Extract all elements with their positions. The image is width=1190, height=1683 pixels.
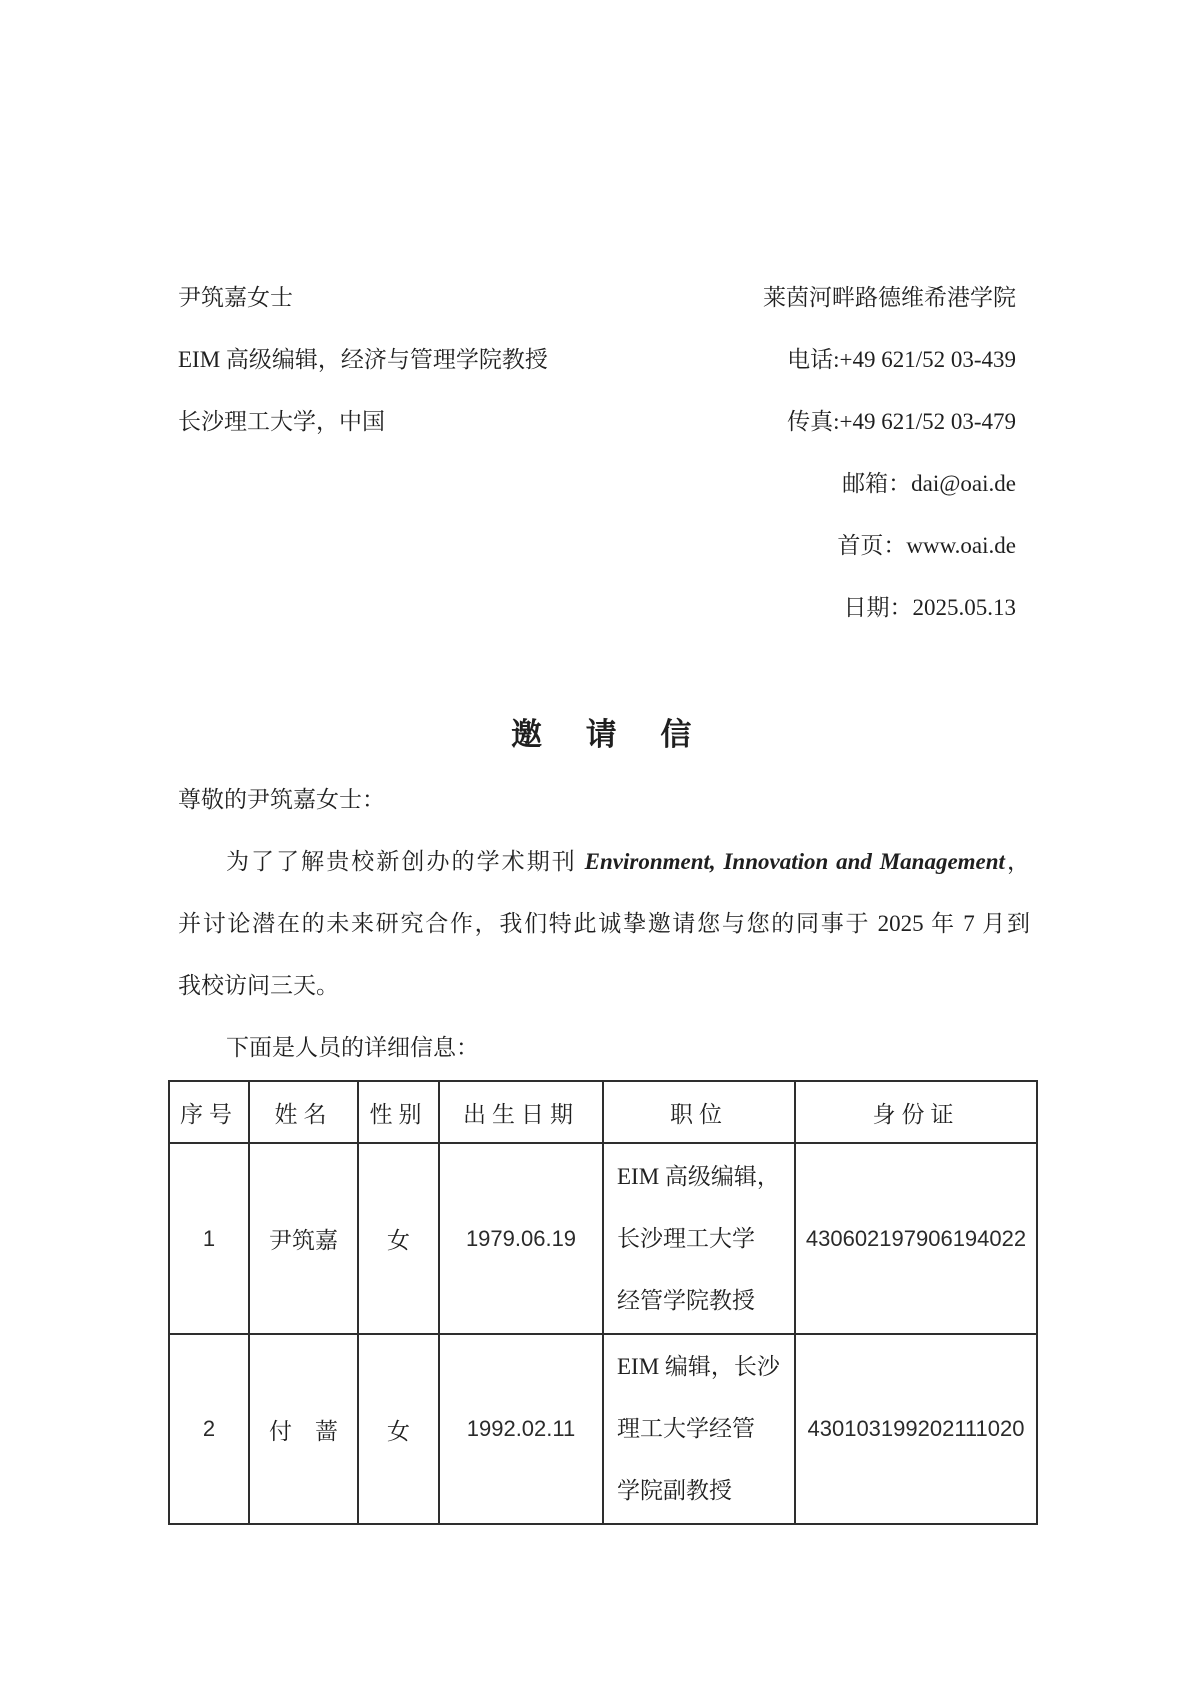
cell-id: 430103199202111020 [795,1334,1037,1524]
letterhead-email: 邮箱：dai@oai.de [842,471,1016,496]
position-line: EIM 高级编辑， [617,1163,780,1189]
recipient-line: 长沙理工大学，中国 [178,409,385,434]
cell-dob: 1992.02.11 [439,1334,603,1524]
position-line: 经管学院教授 [617,1287,755,1313]
body-line-2: 并讨论潜在的未来研究合作，我们特此诚挚邀请您与您的同事于 2025 年 7 月到 [178,911,1030,936]
cell-name: 付 蔷 [249,1334,358,1524]
body-line-1-suffix: ， [1004,849,1031,874]
letterhead-homepage: 首页：www.oai.de [837,533,1016,558]
letterhead-institution: 莱茵河畔路德维希港学院 [763,285,1016,310]
cell-id: 430602197906194022 [795,1143,1037,1334]
col-header-id: 身份证 [795,1081,1037,1143]
recipient-block [178,267,548,453]
col-header-name: 姓名 [249,1081,358,1143]
table-intro-line: 下面是人员的详细信息： [226,1035,479,1060]
col-header-gender: 性别 [358,1081,439,1143]
position-line: 学院副教授 [617,1478,732,1503]
cell-position [603,1334,795,1524]
letterhead-block [763,267,1030,639]
table-row [169,1143,1037,1334]
personnel-table [168,1080,1038,1525]
body-line-3: 我校访问三天。 [178,973,339,998]
letterhead-date: 日期：2025.05.13 [843,595,1016,620]
letterhead-phone: 电话:+49 621/52 03-439 [787,347,1016,372]
col-header-position: 职位 [603,1081,795,1143]
cell-position [603,1143,795,1334]
body-line-1 [178,831,1030,893]
journal-name: Environment, Innovation and Management [584,849,1005,874]
recipient-line: 尹筑嘉女士 [178,285,293,310]
cell-no: 2 [169,1334,249,1524]
cell-gender: 女 [358,1143,439,1334]
letter-title: 邀 请 信 [511,717,697,752]
table-row [169,1334,1037,1524]
table-header-row [169,1081,1037,1143]
cell-name: 尹筑嘉 [249,1143,358,1334]
cell-gender: 女 [358,1334,439,1524]
cell-no: 1 [169,1143,249,1334]
recipient-line: EIM 高级编辑，经济与管理学院教授 [178,347,548,372]
greeting-line: 尊敬的尹筑嘉女士： [178,787,385,812]
letter-body [178,769,1030,1079]
position-line: EIM 编辑，长沙 [617,1354,780,1379]
cell-dob: 1979.06.19 [439,1143,603,1334]
letterhead-fax: 传真:+49 621/52 03-479 [787,409,1016,434]
col-header-dob: 出生日期 [439,1081,603,1143]
col-header-no: 序号 [169,1081,249,1143]
body-line-1-prefix: 为了了解贵校新创办的学术期刊 [226,849,585,874]
position-line: 长沙理工大学 [617,1225,755,1251]
position-line: 理工大学经管 [617,1416,755,1441]
